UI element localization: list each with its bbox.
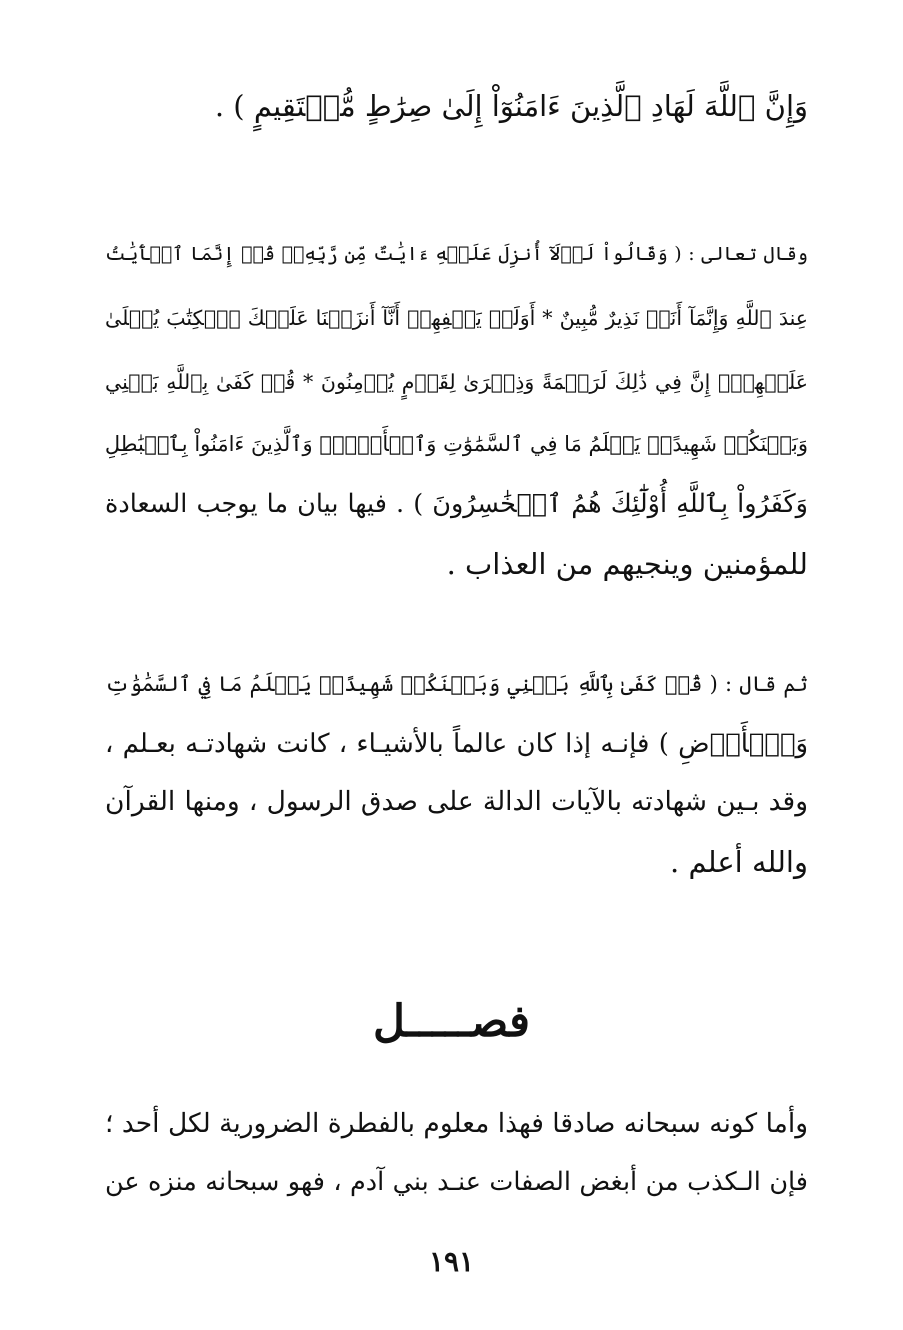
text-line-9: وَٱلۡأَرۡضِ ) فإنـه إذا كان عالماً بالأشيـاء ، كانت شهادتـه بعـلم ، — [105, 729, 808, 759]
section-heading: فصـــــل — [373, 996, 530, 1047]
text-line-10: وقد بـين شهادته بالآيات الدالة على صدق الرسول ، ومنها القرآن — [105, 786, 808, 817]
text-line-12: وأما كونه سبحانه صادقا فهذا معلوم بالفطرة الضرورية لكل أحد ؛ — [105, 1108, 808, 1139]
text-line-4: عَلَيۡهِمۡۚ إِنَّ فِي ذَٰلِكَ لَرَحۡمَةً وَذِكۡرَىٰ لِقَوۡمٍ يُؤۡمِنُونَ * قُلۡ كَفَىٰ بِٱللَّهِ بَيۡنِي — [105, 370, 808, 394]
text-line-3: عِندَ ٱللَّهِ وَإِنَّمَآ أَنَا۠ نَذِيرٌ مُّبِينٌ * أَوَلَمۡ يَكۡفِهِمۡ أَنَّآ أَنزَلۡنَا عَلَيۡكَ ٱلۡكِتَٰبَ يُتۡلَىٰ — [105, 306, 808, 330]
text-line-8: ثم قال : ( قُلۡ كَفَىٰ بِٱللَّهِ بَيۡنِي وَبَيۡنَكُمۡ شَهِيدًاۖ يَعۡلَمُ مَا فِي ٱلسَّمَٰوَٰتِ — [105, 672, 808, 696]
text-line-1: وَإِنَّ ٱللَّهَ لَهَادِ ٱلَّذِينَ ءَامَنُوٓاْ إِلَىٰ صِرَٰطٍ مُّسۡتَقِيمٍ ) . — [214, 89, 808, 123]
text-line-13: فإن الـكذب من أبغض الصفات عنـد بني آدم ، فهو سبحانه منزه عن — [105, 1167, 808, 1197]
text-line-5: وَبَيۡنَكُمۡ شَهِيدًاۖ يَعۡلَمُ مَا فِي ٱلسَّمَٰوَٰتِ وَٱلۡأَرۡضِۗ وَٱلَّذِينَ ءَامَنُواْ بِٱلۡبَٰطِلِ — [104, 432, 808, 456]
text-line-2: وقال تعالى : ( وَقَالُواْ لَوۡلَآ أُنزِلَ عَلَيۡهِ ءَايَٰتٌ مِّن رَّبِّهِۦۖ قُلۡ إِنَّمَا ٱلۡأٓيَٰتُ — [105, 243, 808, 265]
text-line-6: وَكَفَرُواْ بِٱللَّهِ أُوْلَٰٓئِكَ هُمُ ٱلۡخَٰسِرُونَ ) . فيها بيان ما يوجب السعادة — [105, 489, 808, 519]
text-line-11: والله أعلم . — [670, 845, 808, 879]
text-line-7: للمؤمنين وينجيهم من العذاب . — [446, 547, 808, 581]
page-number: ١٩١ — [428, 1245, 475, 1278]
